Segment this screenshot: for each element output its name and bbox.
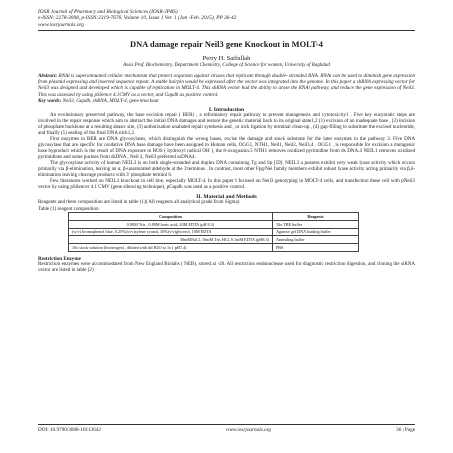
table-cell: Annealing buffer [272,236,358,244]
table-cell: 10x TBE buffer [272,220,358,228]
footer-page-number: 36 | Page [396,427,415,433]
table-cell: 0.89M Tris , 0.89M boric acid, 20M EDTA (pH 8.3) [69,220,273,228]
paper-title: DNA damage repair Neil3 gene Knockout in MOLT-4 [130,40,323,50]
intro-paragraph-4: Few literatures worked on NEIL3 knockout in cell line, especially MOLT-4. In this paper I focused on Neil3 genotyping in MOLT-4 cells, and transfection these cell with pNeil3 vector by using pSilencer 4.1 CMV (gene silencing technique), pGapdh was used as a positive control. [38,177,415,190]
intro-paragraph-3: The glycosylase activity of human NEIL3 is on both single-stranded and duplex DNA containing Tg and Sp [59]. NEIL3 a possess exhibit very weak lyase activity which occurs primarily via β-elimination, leaving an α, β-unsaturated aldehyde at the 3'terminus . In contrast, most other Fpg/Nei family members exhibit robust lyase activity acting primarily via β,δ-elimination leaving cleavage products with 3' phosphate termini 6. [38,159,415,178]
table-row [69,228,359,236]
table-row [69,244,359,252]
author-name: Perry H. Saifullah [202,55,251,63]
section-title-methods: II. Material and Methods [196,193,257,200]
table-header-cell: Composition [69,213,273,221]
footer-divider [38,424,415,425]
table-row [69,236,359,244]
reagent-table [68,212,359,252]
journal-header [38,9,415,28]
table-cell: Agarose gel DNA loading buffer [272,228,358,236]
table-caption: Table (1) reagent composition [38,205,99,212]
header-divider [38,30,415,31]
paper-page [38,9,415,445]
keywords-label: Key words: [38,98,62,105]
abstract [38,73,415,97]
journal-url[interactable]: www.iosrjournals.org [38,21,84,28]
keywords-text: Neil3, Gapdh, shRNA, MOLT-4, gene knockout [62,98,159,105]
subsection-title: Restriction Enzyme [38,256,81,263]
table-cell: PBS [272,244,358,252]
author-affiliation: Assis Prof. Biochemistry, Department Chemistry, College of Science for women, University of Baghdad [123,63,330,69]
intro-paragraph-2: First enzymes in BER are DNA glycosylases, which distinguish the wrong bases, excise the damage and stock substrate for the later enzymes in the pathway 3. Five DNA glycosylase that are specific for oxidative DNA base damage have been assigned in Human cells, OGG1, NTH1, Neil1, Neil2, Neil3,4 . OGG1 , is responsible for excision a mutagenic base byproduct which is the result of DNA exposure to ROS ( hydroxyl radical OH ), the 8-oxoguanin.5 NTH1 removes oxidized pyrimidine from ds DNA.4 NEIL1 removes oxidized pyrimidines and some purines from dsDNA , Neil 2, Neil3 preferred ssDNA4. [38,136,415,160]
footer-url[interactable]: www.iosrjournals.org [226,427,271,433]
footer-doi: DOI: 10.9790/3008-10113642 [38,427,101,433]
keywords [38,98,415,104]
methods-intro: Reagents and there composition are listed in table (1)( All reagents all analytical grade from Sigma) [38,198,240,205]
page-footer [38,427,415,433]
abstract-label: Abstract: [38,73,58,80]
table-cell: 50mMNaCl, 10mM Tris HCl, 0.1mM EDTA (pH8.3) [69,236,273,244]
intro-paragraph-1: An evolutionary preserved pathway, the base excision repair ( BER) , a reformatory repair pathway to prevent mutagenesis and cytotoxicity1 . Five key enzymatic steps are involved in the repair response which aim to abstract the initial DNA damages and restore the genetic material back to its original state1,2 (1) excision of an inadequate base , (2) incision of phosphate backbone at a resulting abasic site, (3) authorization unabated repair synthesis and , or nick ligation by terminal clean-up , (4) gap-filling to substitute the excised nucleotide, and finally (5) sealing of the final DNA nick1,2. [38,112,415,137]
table-cell: (w/v) bromophenol blue, 0.25%(w/v)xylene cyanol, 30%(v/v)glycerol, 10M EDTA [69,228,273,236]
journal-name: IOSR Journal of Pharmacy and Biological Sciences (IOSR-JPBS) [38,9,178,15]
abstract-text: RNAi is superannuated cellular mechanism that protect organism against viruses that replicate through double- stranded RNA. RNAi can be used to diminish gene expression from plasmid expressing and inserted sequence repeat. A stable hairpin would be expressed after the vector was integrated into the genome. In this paper a shRNA expressing vector for Neil3 was designed and developed which is capable of replication in MOLT-4. This shRNA vector had the ability to arose the RNAi pathway, and reduce the gene expression of Neil3. This was assessed by using pSilence 4.1CMV as a vector, and Gapdh as positive control. [38,73,415,98]
table-header-row [69,213,359,221]
table-cell: 10x stock solution (Invitrogen) , diluted with dd H2O to 1x ( pH7.4) [69,244,273,252]
table-row [69,220,359,228]
section-title-introduction: I. Introduction [208,107,245,114]
subsection-text: Restriction enzymes were accommodated from New England Biolabs ( NEB), stored at -20. All restriction endonuclease used for diagnostic restriction digestion, and cloning the siRNA vector are listed in table (2) [38,261,415,273]
table-header-cell: Reagents [272,213,358,221]
journal-issue: e-ISSN: 2278-3008, p-ISSN:2319-7676. Volume 10, Issue 1 Ver. 1 (Jan -Feb. 2015), PP 36-42 [38,15,237,22]
